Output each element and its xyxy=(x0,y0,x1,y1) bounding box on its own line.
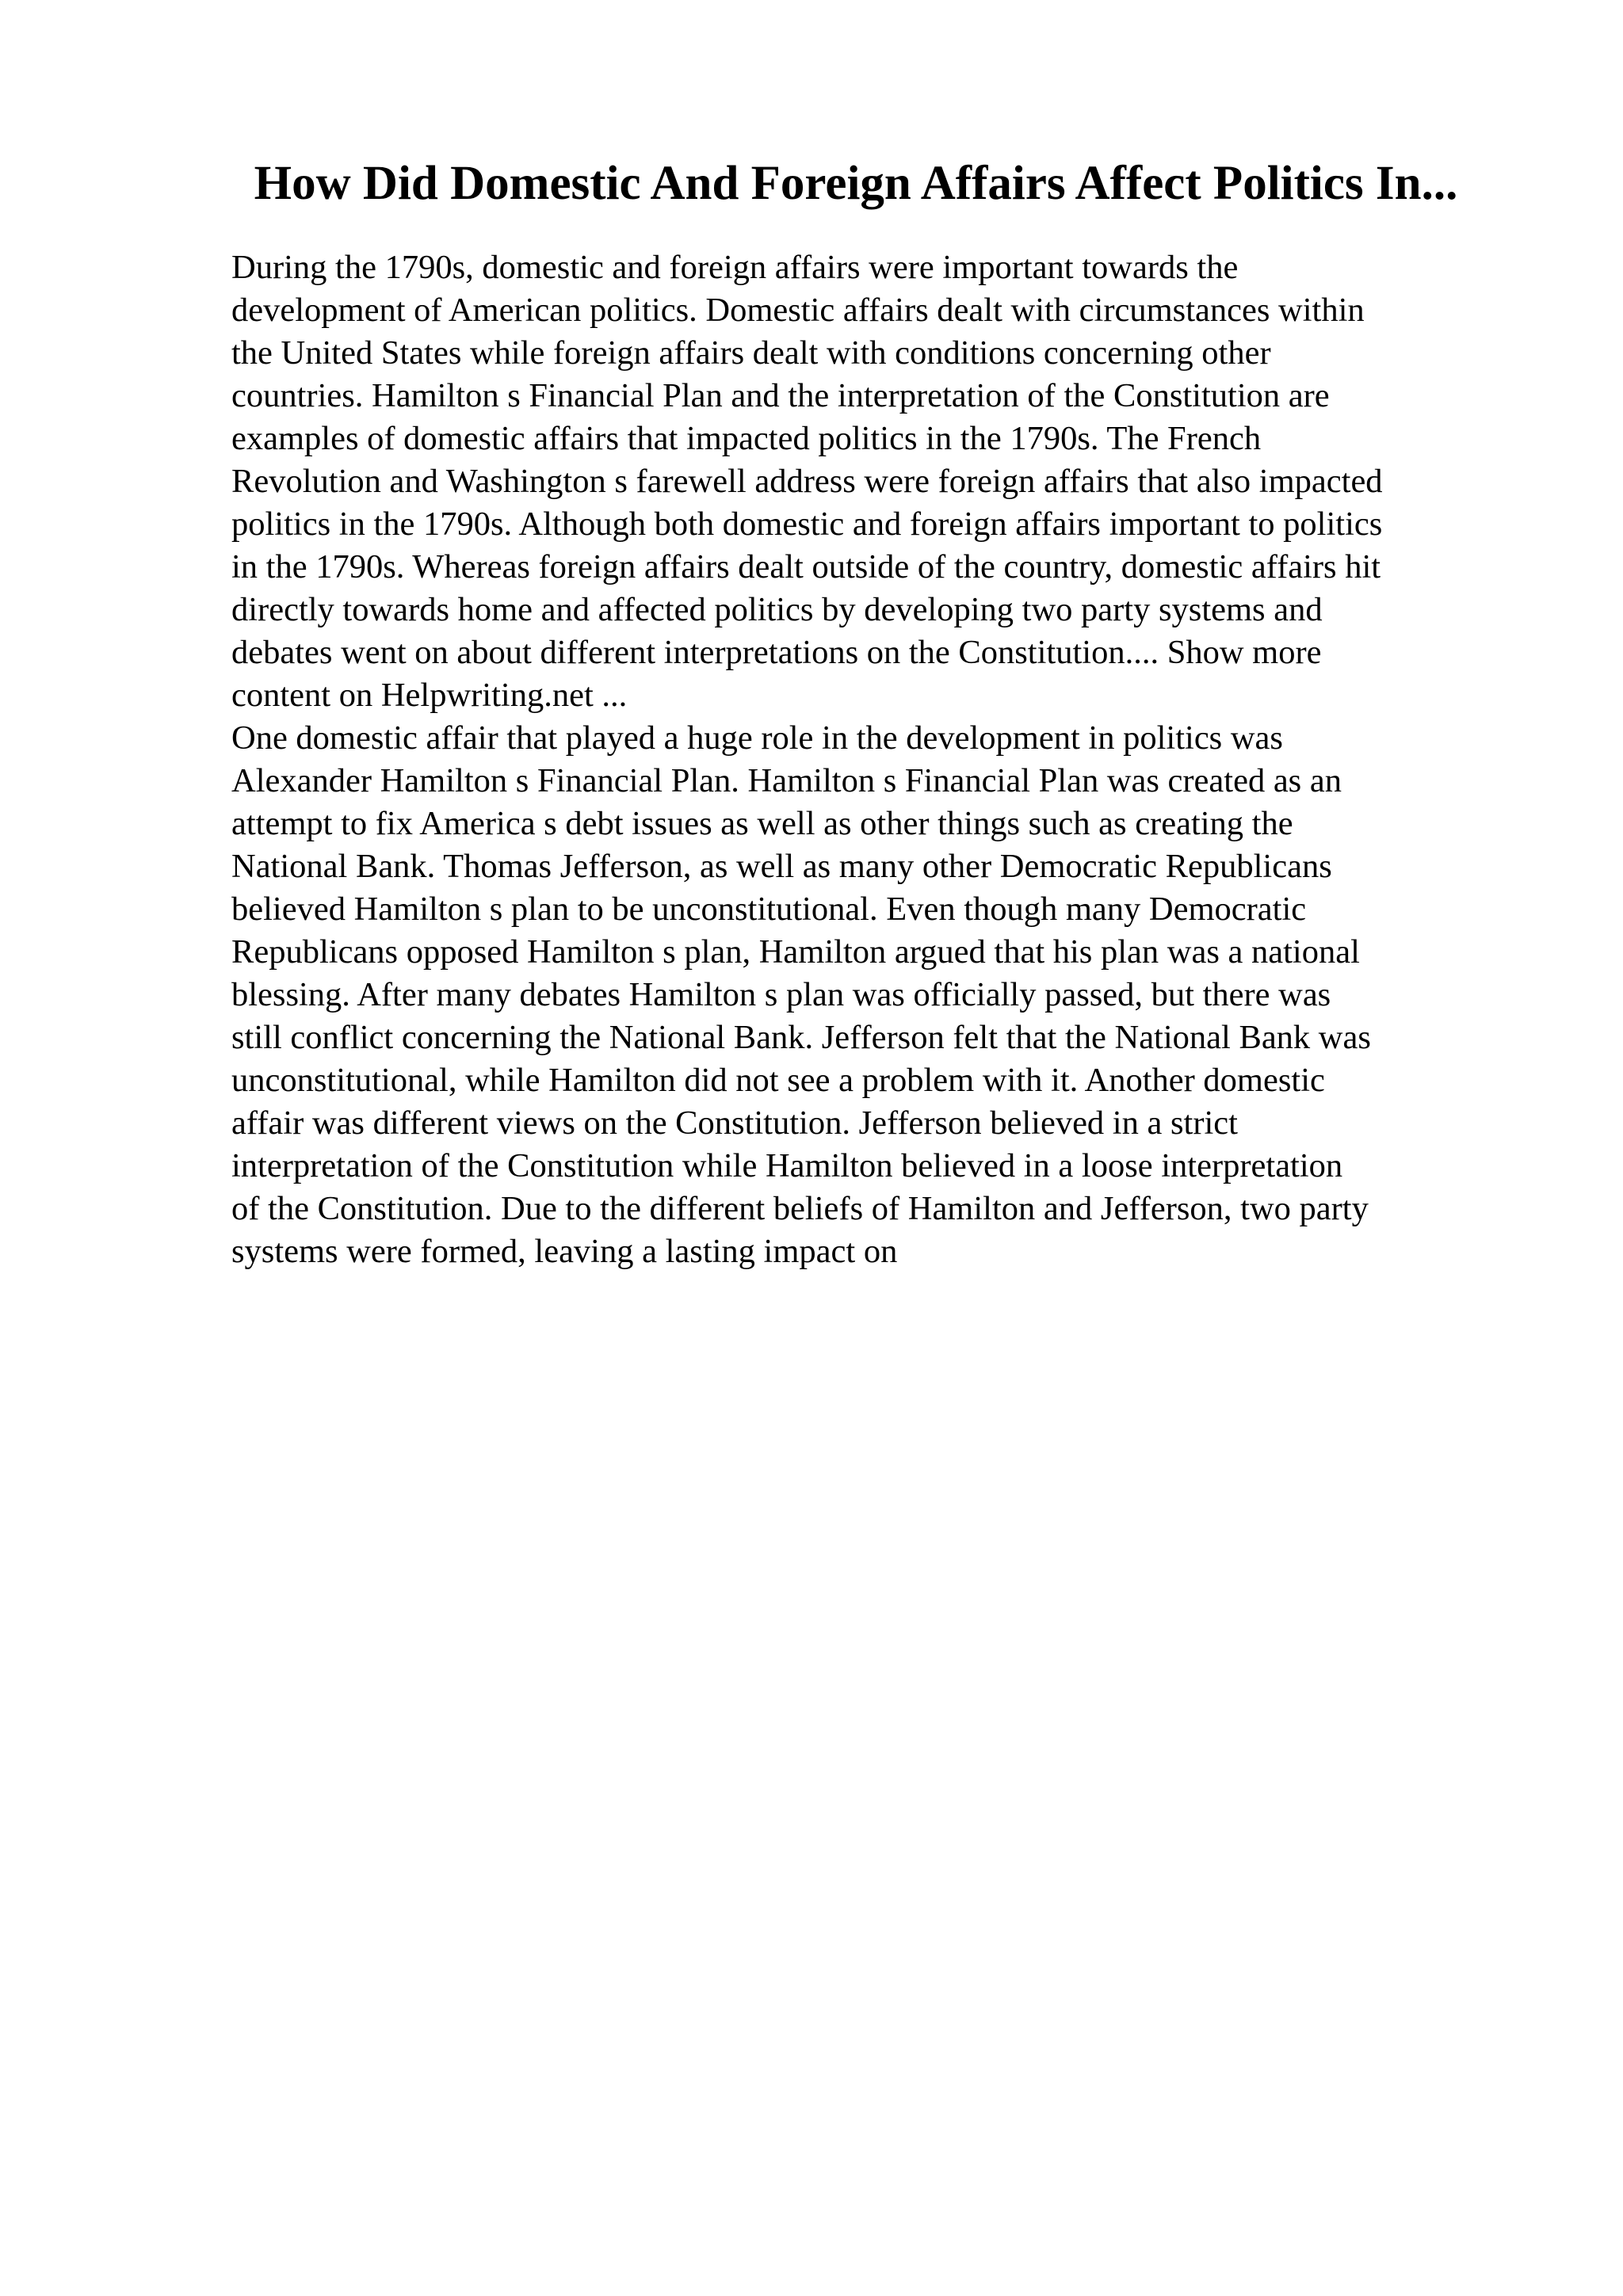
text-line: Republicans opposed Hamilton s plan, Hamilton argued that his plan was a national xyxy=(231,933,1360,971)
text-line: One domestic affair that played a huge role in the development in politics was xyxy=(231,719,1283,757)
text-line: countries. Hamilton s Financial Plan and the interpretation of the Constitution are xyxy=(231,377,1330,414)
text-line: the United States while foreign affairs dealt with conditions concerning other xyxy=(231,334,1271,372)
text-line: Alexander Hamilton s Financial Plan. Hamilton s Financial Plan was created as an xyxy=(231,762,1342,799)
paragraph xyxy=(231,246,1515,717)
text-line: still conflict concerning the National Bank. Jefferson felt that the National Bank was xyxy=(231,1019,1371,1056)
text-line: content on Helpwriting.net ... xyxy=(231,677,628,714)
text-line: examples of domestic affairs that impacted politics in the 1790s. The French xyxy=(231,420,1262,457)
text-line: National Bank. Thomas Jefferson, as well as many other Democratic Republicans xyxy=(231,848,1332,885)
text-line: interpretation of the Constitution while Hamilton believed in a loose interpretation xyxy=(231,1147,1343,1184)
text-line: debates went on about different interpretations on the Constitution.... Show more xyxy=(231,634,1322,671)
document-body xyxy=(231,246,1515,1273)
text-line: believed Hamilton s plan to be unconstitutional. Even though many Democratic xyxy=(231,891,1307,928)
text-line: unconstitutional, while Hamilton did not see a problem with it. Another domestic xyxy=(231,1062,1325,1099)
text-line: systems were formed, leaving a lasting impact on xyxy=(231,1233,898,1270)
text-line: politics in the 1790s. Although both domestic and foreign affairs important to politics xyxy=(231,505,1383,543)
text-line: affair was different views on the Constitution. Jefferson believed in a strict xyxy=(231,1104,1238,1142)
text-line: Revolution and Washington s farewell address were foreign affairs that also impacted xyxy=(231,463,1383,500)
text-line: attempt to fix America s debt issues as well as other things such as creating the xyxy=(231,805,1293,842)
text-line: in the 1790s. Whereas foreign affairs dealt outside of the country, domestic affairs hit xyxy=(231,548,1381,585)
paragraph xyxy=(231,717,1515,1273)
text-line: of the Constitution. Due to the different beliefs of Hamilton and Jefferson, two party xyxy=(231,1190,1369,1227)
text-line: blessing. After many debates Hamilton s plan was officially passed, but there was xyxy=(231,976,1331,1013)
page-title: How Did Domestic And Foreign Affairs Affect Politics In... xyxy=(254,157,1458,210)
text-line: development of American politics. Domestic affairs dealt with circumstances within xyxy=(231,292,1365,329)
text-line: directly towards home and affected politics by developing two party systems and xyxy=(231,591,1323,628)
text-line: During the 1790s, domestic and foreign affairs were important towards the xyxy=(231,249,1239,286)
